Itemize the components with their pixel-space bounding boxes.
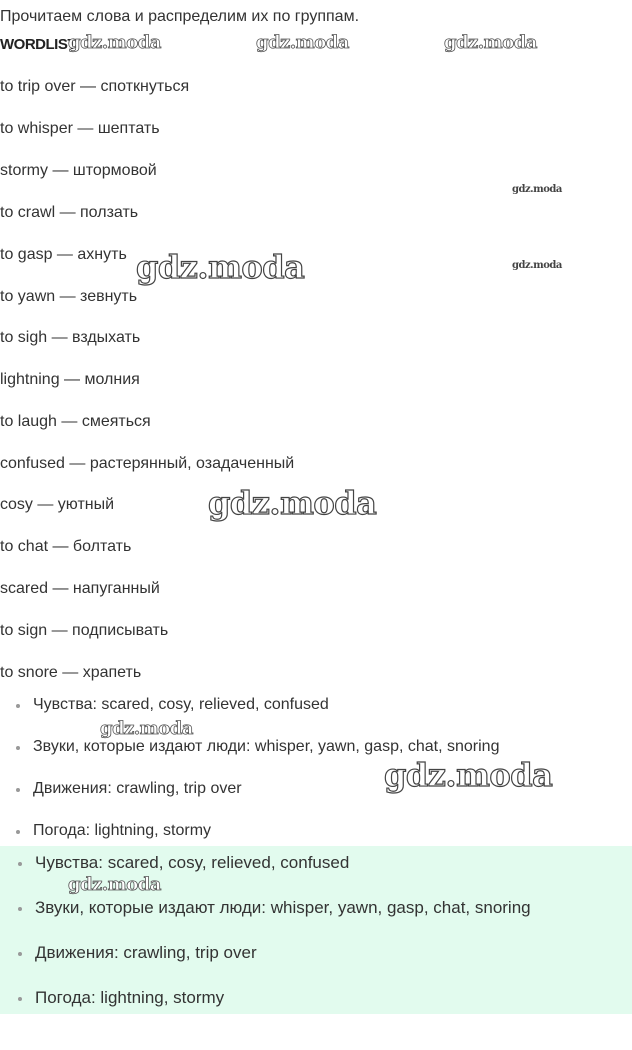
word-item: to chat — болтать: [0, 538, 132, 555]
answer-group-text: Движения: crawling, trip over: [35, 943, 257, 962]
bullet-icon: [18, 997, 22, 1001]
bullet-icon: [16, 746, 20, 750]
group-text: Чувства: scared, cosy, relieved, confused: [33, 696, 329, 713]
watermark: gdz.moda: [384, 756, 553, 794]
word-item: to sigh — вздыхать: [0, 329, 141, 346]
group-text: Движения: crawling, trip over: [33, 780, 242, 797]
word-item: to snore — храпеть: [0, 664, 142, 681]
watermark: gdz.moda: [208, 484, 377, 522]
wordlist-heading: WORDLIST: [0, 36, 76, 53]
word-item: to gasp — ахнуть: [0, 246, 127, 263]
bullet-icon: [16, 788, 20, 792]
group-text: Звуки, которые издают люди: whisper, yawn, gasp, chat, snoring: [33, 738, 500, 755]
answer-box: [0, 846, 632, 1014]
word-item: to trip over — споткнуться: [0, 78, 190, 95]
list-item: [0, 898, 531, 943]
bullet-icon: [18, 907, 22, 911]
word-item: to crawl — ползать: [0, 204, 139, 221]
watermark: gdz.moda: [512, 260, 562, 271]
answer-group-text: Погода: lightning, stormy: [35, 988, 225, 1007]
watermark: gdz.moda: [100, 718, 193, 739]
group-text: Погода: lightning, stormy: [33, 822, 212, 839]
word-item: to yawn — зевнуть: [0, 288, 138, 305]
bullet-icon: [18, 862, 22, 866]
answer-group-text: Чувства: scared, cosy, relieved, confused: [35, 853, 350, 872]
watermark: gdz.moda: [512, 184, 562, 195]
list-item: [0, 696, 499, 738]
word-item: cosy — уютный: [0, 496, 115, 513]
bullet-icon: [16, 830, 20, 834]
word-item: stormy — штормовой: [0, 162, 157, 179]
watermark: gdz.moda: [68, 874, 161, 895]
word-item: confused — растерянный, озадаченный: [0, 455, 295, 472]
watermark: gdz.moda: [136, 248, 305, 286]
word-item: scared — напуганный: [0, 580, 160, 597]
list-item: [0, 988, 531, 1033]
list-item: [0, 943, 531, 988]
bullet-icon: [18, 952, 22, 956]
word-item: to sign — подписывать: [0, 622, 169, 639]
word-item: to laugh — смеяться: [0, 413, 151, 430]
word-item: to whisper — шептать: [0, 120, 160, 137]
bullet-icon: [16, 704, 20, 708]
intro-text: Прочитаем слова и распределим их по группам.: [0, 8, 360, 25]
answer-group-text: Звуки, которые издают люди: whisper, yawn, gasp, chat, snoring: [35, 898, 531, 917]
watermark: gdz.moda: [68, 32, 161, 53]
watermark: gdz.moda: [256, 32, 349, 53]
watermark: gdz.moda: [444, 32, 537, 53]
word-item: lightning — молния: [0, 371, 140, 388]
